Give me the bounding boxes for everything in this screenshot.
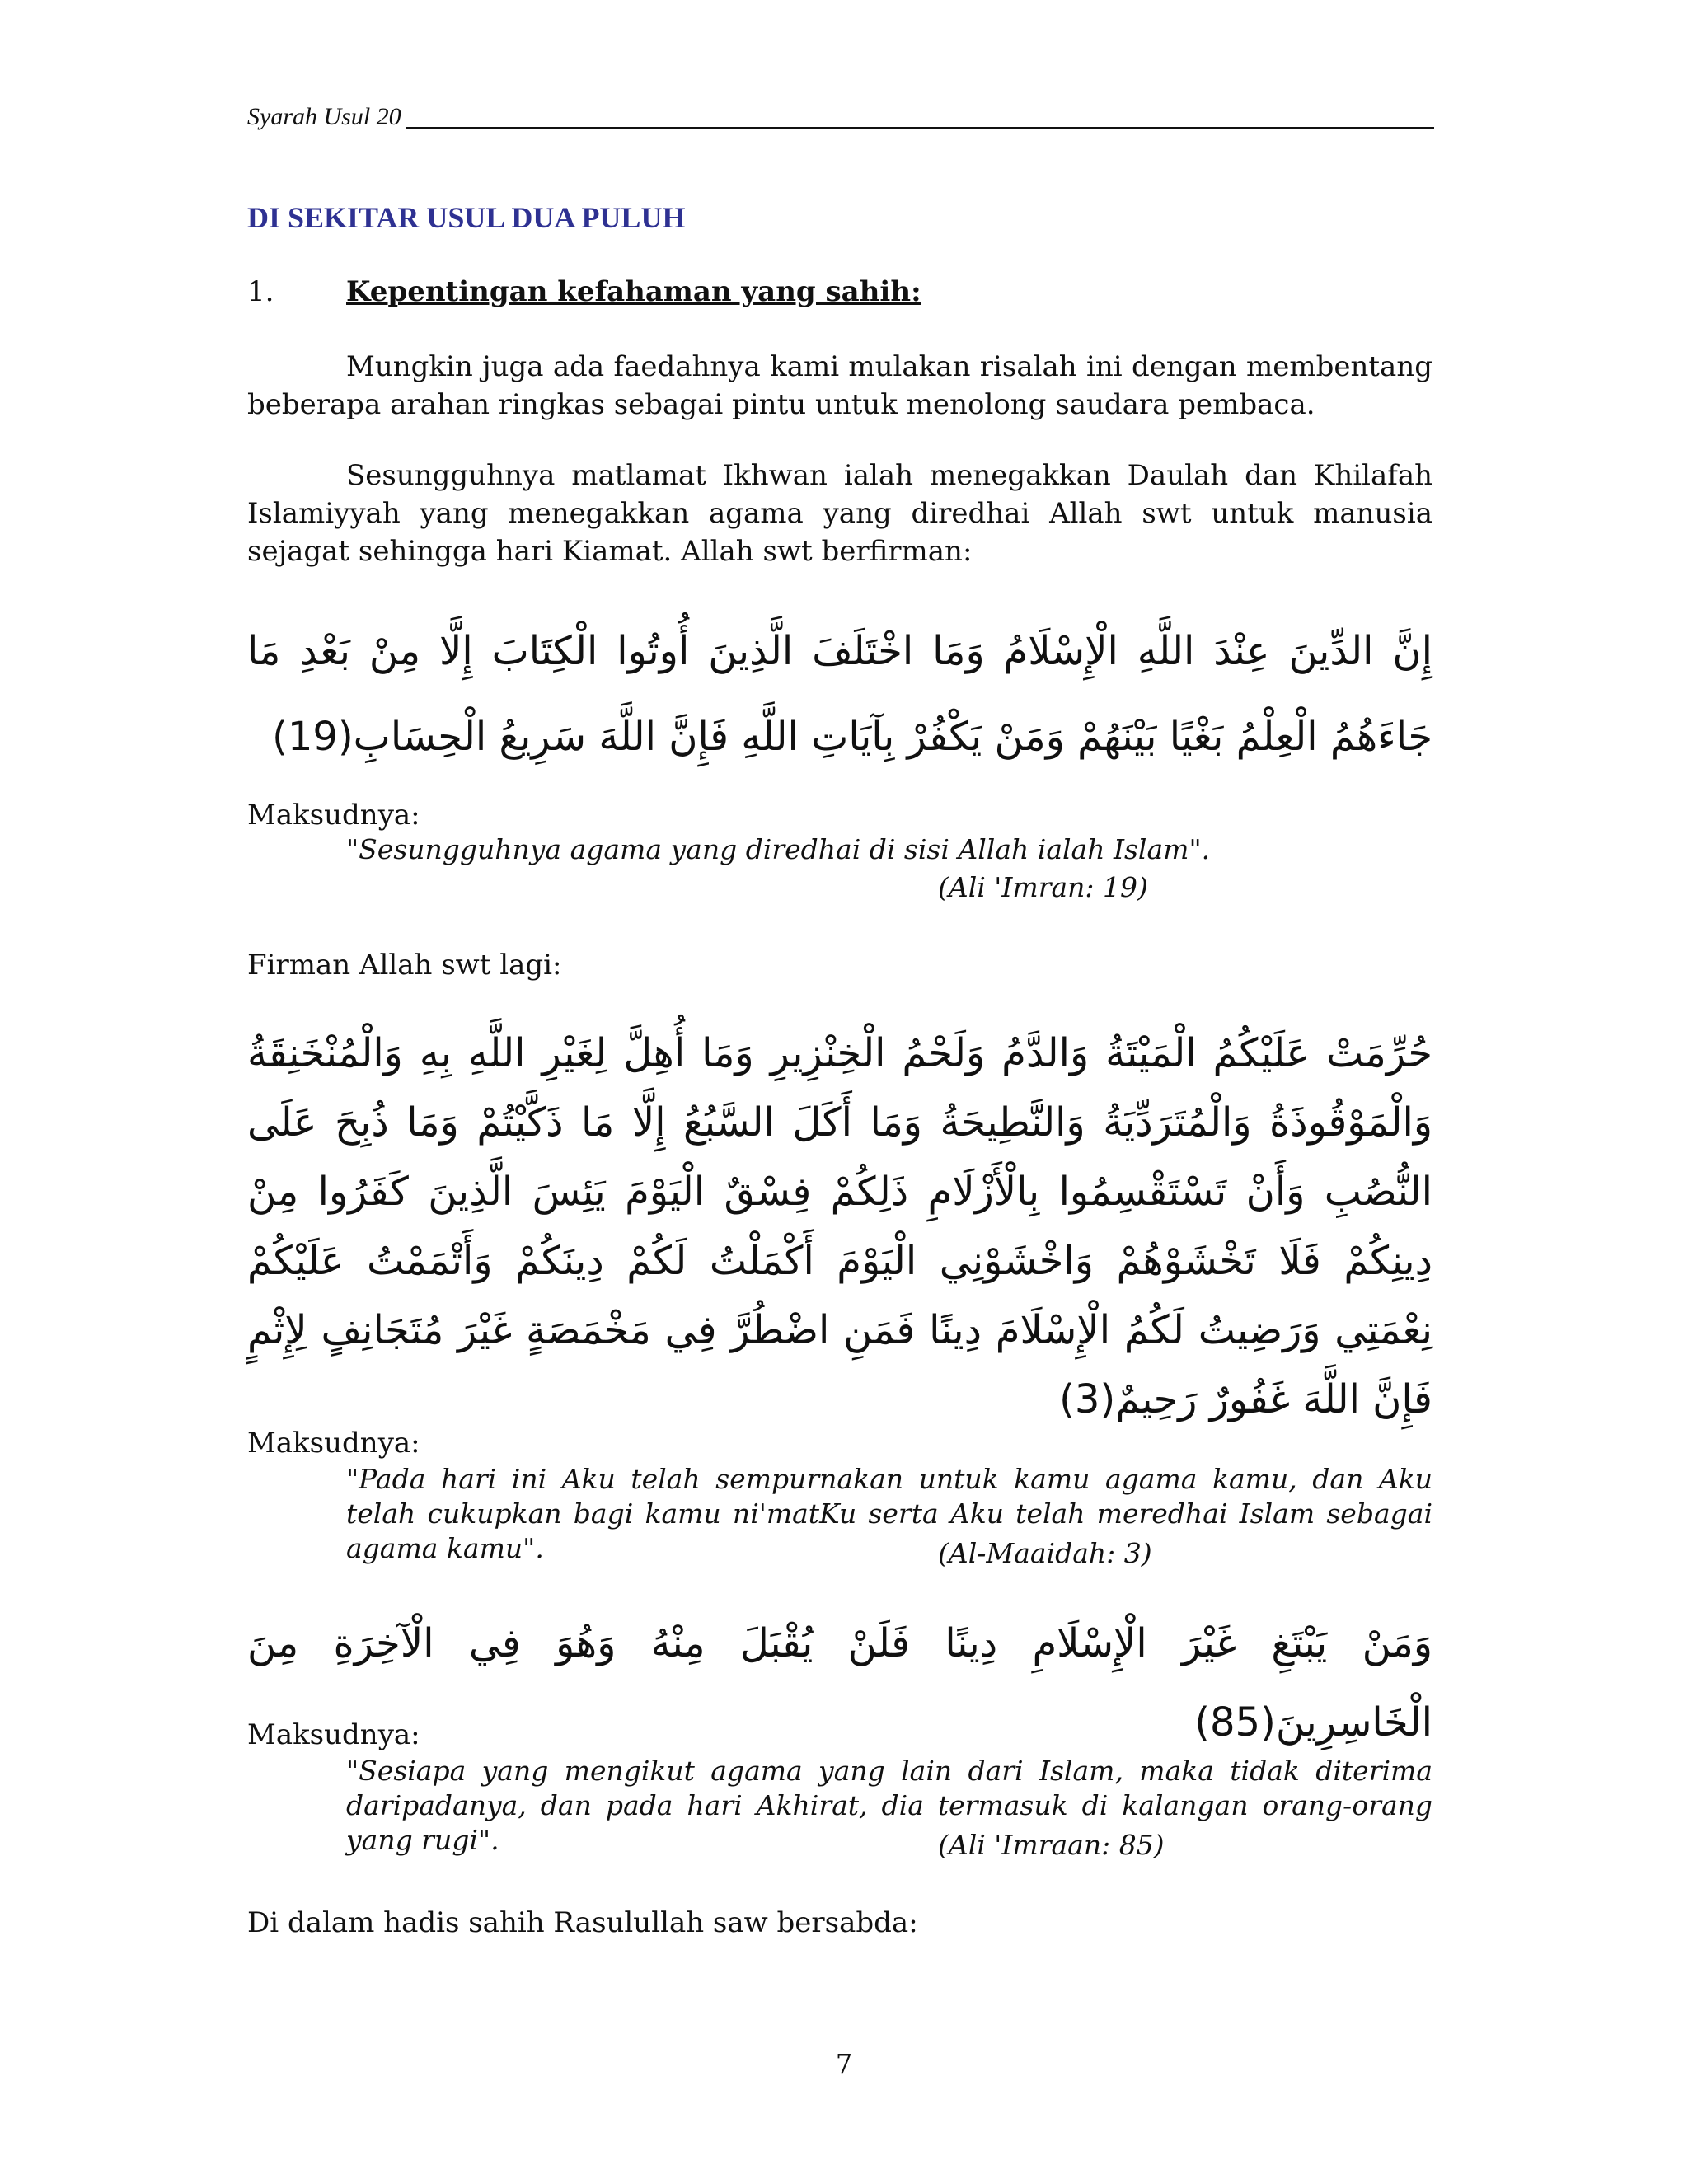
paragraph-matlamat: Sesungguhnya matlamat Ikhwan ialah menegakkan Daulah dan Khilafah Islamiyyah yang menegakkan agama yang diredhai Allah swt untuk manusia sejagat sehingga hari Kiamat. Allah swt berfirman:: [247, 459, 1432, 568]
page-number: 7: [835, 2048, 853, 2079]
maksudnya-label: Maksudnya:: [247, 1718, 420, 1751]
subheading-title: Kepentingan kefahaman yang sahih:: [346, 275, 921, 308]
verse-translation: "Sesungguhnya agama yang diredhai di sisi Allah ialah Islam".: [346, 833, 1211, 865]
closing-line: Di dalam hadis sahih Rasulullah saw bersabda:: [247, 1906, 918, 1939]
maksudnya-label: Maksudnya:: [247, 1427, 420, 1460]
arabic-verse-ali-imraan-85: وَمَنْ يَبْتَغِ غَيْرَ الْإِسْلَامِ دِينًا فَلَنْ يُقْبَلَ مِنْهُ وَهُوَ فِي الْآخِرَةِ مِنَ الْخَاسِرِينَ(85): [247, 1620, 1432, 1746]
maksudnya-label: Maksudnya:: [247, 799, 420, 832]
arabic-verse-ali-imran-19: إِنَّ الدِّينَ عِنْدَ اللَّهِ الْإِسْلَامُ وَمَا اخْتَلَفَ الَّذِينَ أُوتُوا الْكِتَابَ إِلَّا مِنْ بَعْدِ مَا جَاءَهُمُ الْعِلْمُ بَغْيًا بَيْنَهُمْ وَمَنْ يَكْفُرْ بِآيَاتِ اللَّهِ فَإِنَّ اللَّهَ سَرِيعُ الْحِسَابِ(19): [247, 628, 1432, 760]
verse-reference: (Al-Maaidah: 3): [938, 1537, 1152, 1569]
verse-translation: "Pada hari ini Aku telah sempurnakan untuk kamu agama kamu, dan Aku telah cukupkan bagi kamu ni'matKu serta Aku telah meredhai Islam sebagai agama kamu".: [346, 1463, 1432, 1564]
verse-reference: (Ali 'Imran: 19): [938, 871, 1148, 903]
running-header: [247, 101, 1434, 136]
firman-intro: Firman Allah swt lagi:: [247, 949, 562, 982]
paragraph-intro: Mungkin juga ada faedahnya kami mulakan risalah ini dengan membentang beberapa arahan ringkas sebagai pintu untuk menolong saudara pembaca.: [247, 350, 1432, 421]
arabic-verse-al-maaidah-3: حُرِّمَتْ عَلَيْكُمُ الْمَيْتَةُ وَالدَّمُ وَلَحْمُ الْخِنْزِيرِ وَمَا أُهِلَّ لِغَيْرِ اللَّهِ بِهِ وَالْمُنْخَنِقَةُ وَالْمَوْقُوذَةُ وَالْمُتَرَدِّيَةُ وَالنَّطِيحَةُ وَمَا أَكَلَ السَّبُعُ إِلَّا مَا ذَكَّيْتُمْ وَمَا ذُبِحَ عَلَى النُّصُبِ وَأَنْ تَسْتَقْسِمُوا بِالْأَزْلَامِ ذَلِكُمْ فِسْقٌ الْيَوْمَ يَئِسَ الَّذِينَ كَفَرُوا مِنْ دِينِكُمْ فَلَا تَخْشَوْهُمْ وَاخْشَوْنِي الْيَوْمَ أَكْمَلْتُ لَكُمْ دِينَكُمْ وَأَتْمَمْتُ عَلَيْكُمْ نِعْمَتِي وَرَضِيتُ لَكُمُ الْإِسْلَامَ دِينًا فَمَنِ اضْطُرَّ فِي مَخْمَصَةٍ غَيْرَ مُتَجَانِفٍ لِإِثْمٍ فَإِنَّ اللَّهَ غَفُورٌ رَحِيمٌ(3): [247, 1030, 1432, 1422]
section-title: DI SEKITAR USUL DUA PULUH: [247, 201, 686, 234]
verse-reference: (Ali 'Imraan: 85): [938, 1829, 1165, 1861]
header-rule: [247, 127, 1434, 129]
running-header-title: Syarah Usul 20: [247, 105, 406, 129]
verse-translation: "Sesiapa yang mengikut agama yang lain dari Islam, maka tidak diterima daripadanya, dan pada hari Akhirat, dia termasuk di kalangan orang-orang yang rugi".: [346, 1755, 1432, 1856]
subheading-number: 1.: [247, 275, 274, 308]
